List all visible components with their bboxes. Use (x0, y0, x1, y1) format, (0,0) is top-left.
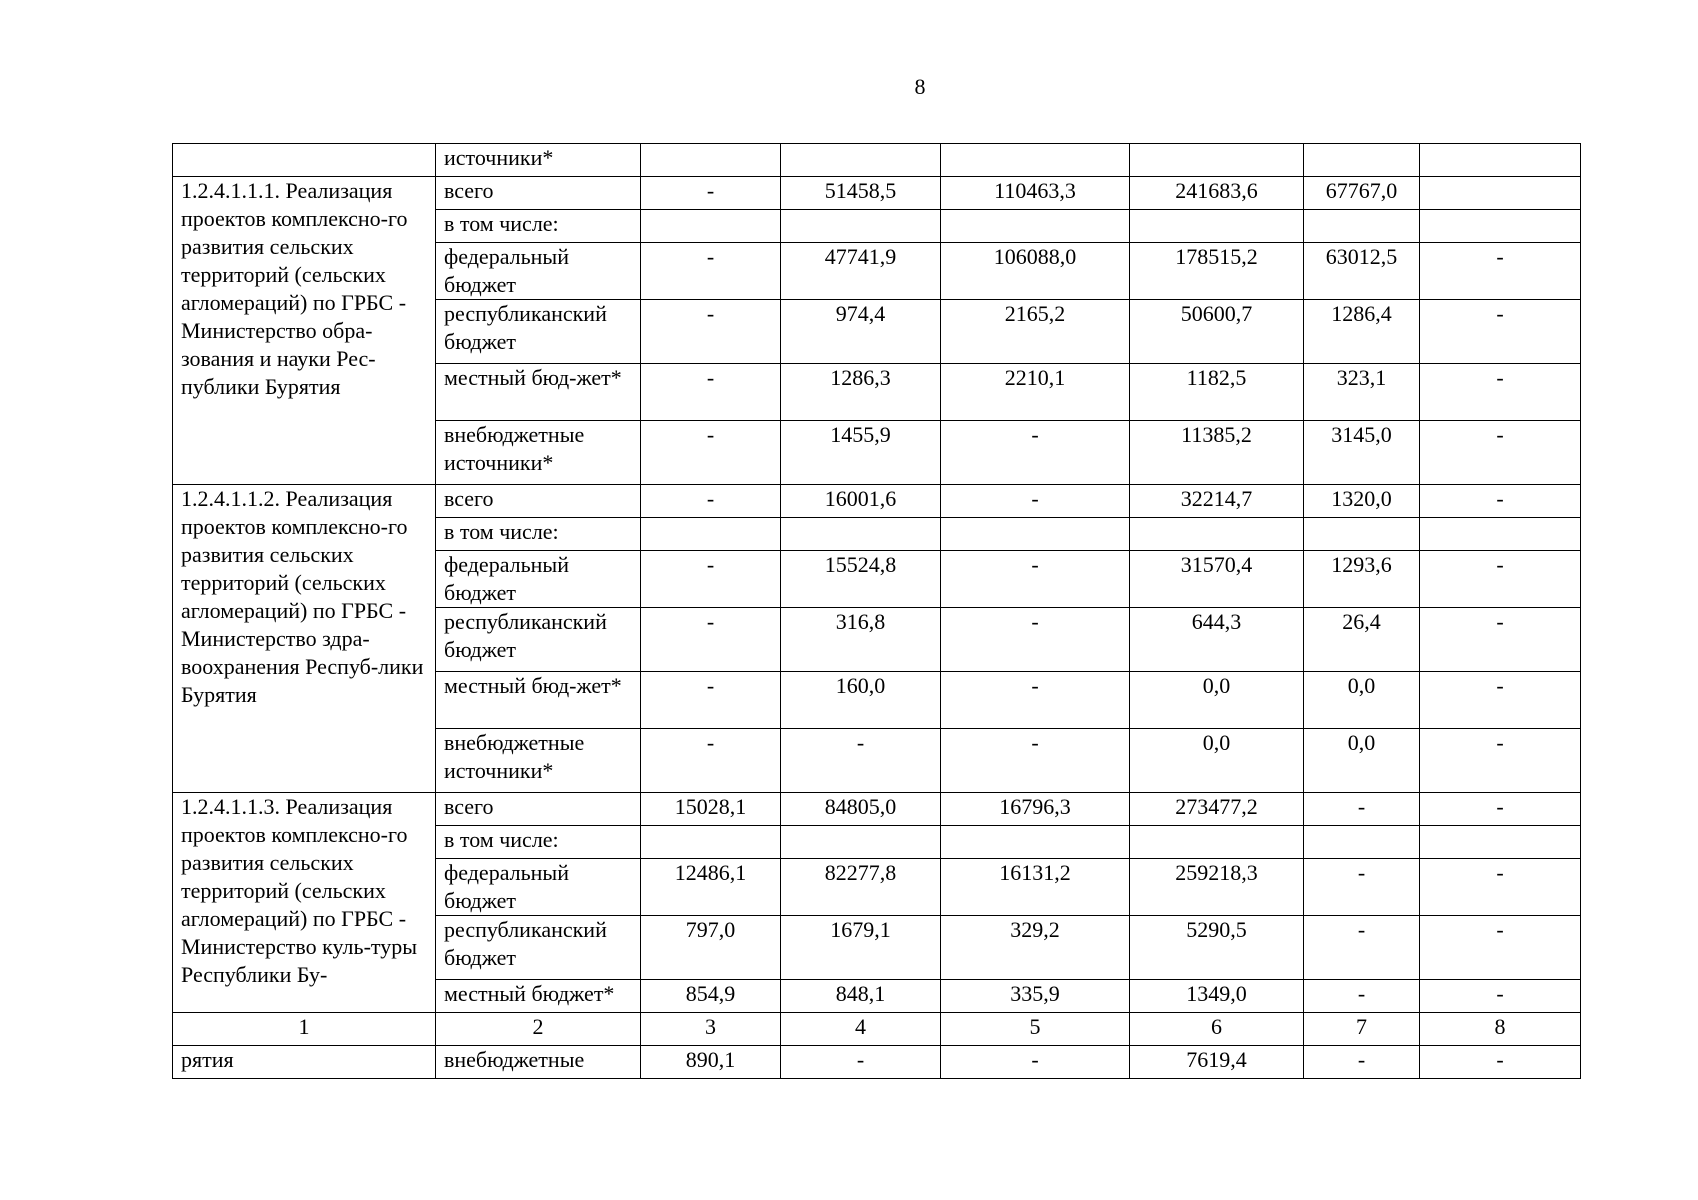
value-cell: 32214,7 (1130, 485, 1304, 518)
value-cell: 0,0 (1130, 672, 1304, 729)
column-number-cell: 1 (173, 1013, 436, 1046)
value-cell: 323,1 (1304, 364, 1420, 421)
value-cell: 0,0 (1130, 729, 1304, 793)
value-cell: - (1420, 729, 1581, 793)
value-cell (781, 826, 941, 859)
funding-source-cell: в том числе: (436, 826, 641, 859)
value-cell: - (1420, 916, 1581, 980)
value-cell: 63012,5 (1304, 243, 1420, 300)
value-cell: 1320,0 (1304, 485, 1420, 518)
table-row (173, 485, 1581, 518)
value-cell (641, 826, 781, 859)
value-cell: - (941, 485, 1130, 518)
value-cell: - (1420, 421, 1581, 485)
value-cell: 16796,3 (941, 793, 1130, 826)
value-cell: 26,4 (1304, 608, 1420, 672)
value-cell: - (1420, 364, 1581, 421)
value-cell: - (781, 729, 941, 793)
measure-name-cell: 1.2.4.1.1.2. Реализация проектов комплексно-го развития сельских территорий (сельских агломераций) по ГРБС - Министерство здра-воохранения Респуб-лики Бурятия (173, 485, 436, 793)
value-cell (641, 518, 781, 551)
value-cell: 1455,9 (781, 421, 941, 485)
value-cell: - (641, 485, 781, 518)
page-number: 8 (914, 74, 926, 99)
value-cell: - (941, 1046, 1130, 1079)
column-number-cell: 4 (781, 1013, 941, 1046)
value-cell: 848,1 (781, 980, 941, 1013)
measure-name-cell: 1.2.4.1.1.1. Реализация проектов комплексно-го развития сельских территорий (сельских агломераций) по ГРБС - Министерство обра-зования и науки Рес-публики Бурятия (173, 177, 436, 485)
value-cell: - (1304, 916, 1420, 980)
funding-source-cell: республиканский бюджет (436, 916, 641, 980)
value-cell: 241683,6 (1130, 177, 1304, 210)
value-cell: - (941, 729, 1130, 793)
value-cell: - (1420, 672, 1581, 729)
funding-source-cell: внебюджетные источники* (436, 729, 641, 793)
value-cell: 2165,2 (941, 300, 1130, 364)
value-cell: - (941, 421, 1130, 485)
value-cell: 1182,5 (1130, 364, 1304, 421)
value-cell: - (641, 177, 781, 210)
value-cell: - (641, 672, 781, 729)
value-cell: - (641, 551, 781, 608)
value-cell: 974,4 (781, 300, 941, 364)
value-cell (1130, 826, 1304, 859)
value-cell: 7619,4 (1130, 1046, 1304, 1079)
value-cell: 31570,4 (1130, 551, 1304, 608)
column-number-cell: 3 (641, 1013, 781, 1046)
funding-source-cell: республиканский бюджет (436, 300, 641, 364)
value-cell: 15028,1 (641, 793, 781, 826)
funding-source-cell: всего (436, 793, 641, 826)
value-cell: 15524,8 (781, 551, 941, 608)
funding-source-cell: федеральный бюджет (436, 243, 641, 300)
value-cell: 1293,6 (1304, 551, 1420, 608)
value-cell: 0,0 (1304, 672, 1420, 729)
funding-source-cell: внебюджетные (436, 1046, 641, 1079)
value-cell (781, 210, 941, 243)
value-cell: 335,9 (941, 980, 1130, 1013)
value-cell: 5290,5 (1130, 916, 1304, 980)
table-row (173, 1046, 1581, 1079)
value-cell (941, 210, 1130, 243)
value-cell: - (941, 672, 1130, 729)
value-cell: 12486,1 (641, 859, 781, 916)
value-cell: - (641, 608, 781, 672)
value-cell: 797,0 (641, 916, 781, 980)
value-cell: - (1304, 793, 1420, 826)
source-cell: источники* (436, 144, 641, 177)
value-cell: - (1420, 300, 1581, 364)
value-cell (641, 210, 781, 243)
value-cell: 106088,0 (941, 243, 1130, 300)
value-cell: 2210,1 (941, 364, 1130, 421)
funding-source-cell: в том числе: (436, 210, 641, 243)
value-cell: - (1304, 980, 1420, 1013)
value-cell (941, 826, 1130, 859)
value-cell: 47741,9 (781, 243, 941, 300)
value-cell: 1286,3 (781, 364, 941, 421)
value-cell: - (1420, 243, 1581, 300)
budget-table (172, 143, 1581, 1079)
value-cell: 50600,7 (1130, 300, 1304, 364)
value-cell: 1349,0 (1130, 980, 1304, 1013)
value-cell: - (1420, 980, 1581, 1013)
value-cell: - (1420, 608, 1581, 672)
funding-source-cell: всего (436, 177, 641, 210)
funding-source-cell: республиканский бюджет (436, 608, 641, 672)
value-cell: 1679,1 (781, 916, 941, 980)
value-cell: - (641, 364, 781, 421)
value-cell: - (641, 243, 781, 300)
table-body (173, 144, 1581, 1079)
value-cell: 160,0 (781, 672, 941, 729)
value-cell: 644,3 (1130, 608, 1304, 672)
funding-source-cell: местный бюд-жет* (436, 364, 641, 421)
value-cell: 16131,2 (941, 859, 1130, 916)
value-cell: 329,2 (941, 916, 1130, 980)
value-cell: 67767,0 (1304, 177, 1420, 210)
value-cell: - (941, 608, 1130, 672)
value-cell (1420, 210, 1581, 243)
value-cell (1130, 210, 1304, 243)
value-cell: 51458,5 (781, 177, 941, 210)
value-cell: 84805,0 (781, 793, 941, 826)
value-cell: - (1420, 485, 1581, 518)
table-row (173, 793, 1581, 826)
value-cell: 854,9 (641, 980, 781, 1013)
value-cell: 273477,2 (1130, 793, 1304, 826)
value-cell (1420, 826, 1581, 859)
column-number-cell: 5 (941, 1013, 1130, 1046)
value-cell: - (1304, 1046, 1420, 1079)
value-cell: - (641, 421, 781, 485)
value-cell: - (941, 551, 1130, 608)
column-number-cell: 6 (1130, 1013, 1304, 1046)
value-cell: - (1420, 1046, 1581, 1079)
value-cell: 0,0 (1304, 729, 1420, 793)
value-cell: 82277,8 (781, 859, 941, 916)
value-cell: - (641, 300, 781, 364)
column-number-cell: 2 (436, 1013, 641, 1046)
table-row (173, 144, 1581, 177)
value-cell: - (1304, 859, 1420, 916)
column-number-cell: 8 (1420, 1013, 1581, 1046)
measure-name-cell: 1.2.4.1.1.3. Реализация проектов комплексно-го развития сельских территорий (сельских агломераций) по ГРБС - Министерство куль-туры Республики Бу- (173, 793, 436, 1013)
value-cell: 259218,3 (1130, 859, 1304, 916)
value-cell: - (1420, 551, 1581, 608)
value-cell: 178515,2 (1130, 243, 1304, 300)
column-number-cell: 7 (1304, 1013, 1420, 1046)
value-cell (1304, 518, 1420, 551)
value-cell: - (1420, 793, 1581, 826)
value-cell: - (641, 729, 781, 793)
value-cell (941, 518, 1130, 551)
value-cell (1304, 210, 1420, 243)
measure-name-cell: рятия (173, 1046, 436, 1079)
value-cell (781, 518, 941, 551)
funding-source-cell: местный бюд-жет* (436, 672, 641, 729)
funding-source-cell: местный бюджет* (436, 980, 641, 1013)
funding-source-cell: внебюджетные источники* (436, 421, 641, 485)
funding-source-cell: федеральный бюджет (436, 859, 641, 916)
value-cell: 3145,0 (1304, 421, 1420, 485)
funding-source-cell: в том числе: (436, 518, 641, 551)
value-cell (1304, 826, 1420, 859)
value-cell: 110463,3 (941, 177, 1130, 210)
column-number-row (173, 1013, 1581, 1046)
value-cell (1420, 518, 1581, 551)
value-cell: 16001,6 (781, 485, 941, 518)
value-cell: 11385,2 (1130, 421, 1304, 485)
funding-source-cell: федеральный бюджет (436, 551, 641, 608)
funding-source-cell: всего (436, 485, 641, 518)
value-cell: 1286,4 (1304, 300, 1420, 364)
value-cell (1130, 518, 1304, 551)
value-cell: - (781, 1046, 941, 1079)
table-row (173, 177, 1581, 210)
value-cell: 890,1 (641, 1046, 781, 1079)
value-cell (1420, 177, 1581, 210)
value-cell: 316,8 (781, 608, 941, 672)
name-cell (173, 144, 436, 177)
value-cell: - (1420, 859, 1581, 916)
